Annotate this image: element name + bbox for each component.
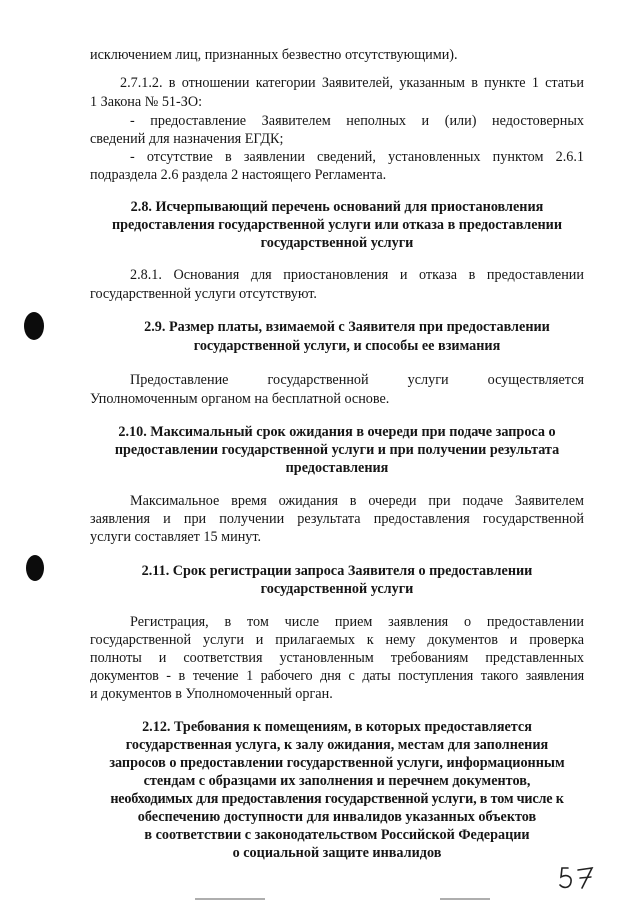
text-line: государственной услуги отсутствуют. [90,286,317,302]
section-heading: о социальной защите инвалидов [232,845,442,861]
section-heading: 2.11. Срок регистрации запроса Заявителя о предоставлении [141,563,533,579]
section-heading: предоставления [285,460,389,476]
section-heading: обеспечению доступности для инвалидов указанных объектов [137,809,537,825]
section-heading: предоставления государственной услуги или отказа в предоставлении [111,217,563,233]
text-line: - отсутствие в заявлении сведений, установленных пунктом 2.6.1 [130,149,584,165]
section-heading: 2.12. Требования к помещениям, в которых предоставляется [142,719,532,735]
section-heading: предоставлении государственной услуги и при получении результата [114,442,560,458]
section-heading: государственной услуги, и способы ее взимания [193,338,501,354]
text-line: Максимальное время ожидания в очереди при подаче Заявителем [130,493,584,509]
text-line: 2.8.1. Основания для приостановления и отказа в предоставлении [130,267,584,283]
text-line: Уполномоченным органом на бесплатной основе. [90,391,390,407]
section-heading: 2.10. Максимальный срок ожидания в очереди при подаче запроса о [118,424,556,440]
section-heading: государственной услуги [260,235,414,251]
text-line: и документов в Уполномоченный орган. [90,686,333,702]
scan-artifact [195,898,265,900]
handwritten-page-number [558,862,612,894]
text-line: полноты и соответствия установленным требованиям представленных [90,650,584,666]
text-line: исключением лиц, признанных безвестно отсутствующими). [90,47,458,63]
section-heading: в соответствии с законодательством Российской Федерации [144,827,530,843]
section-heading: запросов о предоставлении государственной услуги, информационным [109,755,565,771]
punch-hole-top [24,312,44,340]
text-line: документов - в течение 1 рабочего дня с даты поступления такого заявления [90,668,584,684]
text-line: услуги составляет 15 минут. [90,529,262,545]
punch-hole-bottom [26,555,44,581]
text-line: Предоставление государственной услуги осуществляется [130,372,584,388]
text-line: 2.7.1.2. в отношении категории Заявителей, указанным в пункте 1 статьи [120,75,584,91]
text-line: заявления и при получении результата предоставления государственной [90,511,584,527]
text-line: сведений для назначения ЕГДК; [90,131,284,147]
section-heading: необходимых для предоставления государственной услуги, в том числе к [110,791,564,807]
section-heading: государственная услуга, к залу ожидания, местам для заполнения [125,737,549,753]
section-heading: 2.8. Исчерпывающий перечень оснований для приостановления [130,199,544,215]
text-line: Регистрация, в том числе прием заявления о предоставлении [130,614,584,630]
scan-artifact [440,898,490,900]
text-line: 1 Закона № 51-ЗО: [90,94,203,110]
text-line: подраздела 2.6 раздела 2 настоящего Регламента. [90,167,387,183]
section-heading: государственной услуги [260,581,414,597]
section-heading: 2.9. Размер платы, взимаемой с Заявителя при предоставлении [144,319,550,335]
text-line: государственной услуги и прилагаемых к нему документов и проверка [90,632,584,648]
text-line: - предоставление Заявителем неполных и (или) недостоверных [130,113,584,129]
section-heading: стендам с образцами их заполнения и перечнем документов, [143,773,531,789]
